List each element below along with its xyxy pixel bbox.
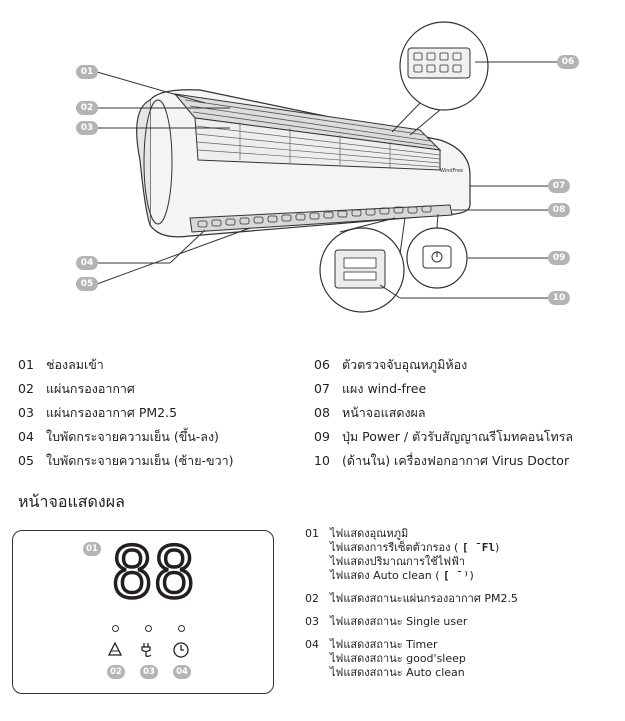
svg-text:WindFree: WindFree: [440, 168, 464, 174]
part-item: 04 ใบพัดกระจายความเย็น (ขึ้น-ลง): [18, 429, 219, 444]
indicator-dot: [145, 625, 152, 632]
seven-segment-digits: [111, 539, 211, 603]
callout-10: 10: [548, 291, 570, 305]
indicator-dot: [112, 625, 119, 632]
part-item: 10 (ด้านใน) เครื่องฟอกอากาศ Virus Doctor: [314, 453, 570, 468]
svg-text:88: 88: [111, 539, 196, 603]
legend-item: 04 ไฟแสดงสถานะ Timer ไฟแสดงสถานะ good'sleep ไฟแสดงสถานะ Auto clean: [305, 638, 466, 679]
callout-02: 02: [76, 101, 98, 115]
callout-07: 07: [548, 179, 570, 193]
single-user-icon: [139, 641, 157, 659]
legend-item: 02 ไฟแสดงสถานะแผ่นกรองอากาศ PM2.5: [305, 592, 518, 605]
callout-08: 08: [548, 203, 570, 217]
part-item: 02 แผ่นกรองอากาศ: [18, 381, 135, 396]
display-badge-04: 04: [173, 665, 191, 679]
legend-item: 01 ไฟแสดงอุณหภูมิ ไฟแสดงการรีเซ็ตตัวกรอง ( [ ̄ Fl) ไฟแสดงปริมาณการใช้ไฟฟ้า ไฟแสดง Auto clean ( [ ̄ ⁾): [305, 527, 500, 582]
display-badge-03: 03: [140, 665, 158, 679]
part-item: 08 หน้าจอแสดงผล: [314, 405, 426, 420]
callout-03: 03: [76, 121, 98, 135]
timer-icon: [172, 641, 190, 659]
callout-09: 09: [548, 251, 570, 265]
part-item: 01 ช่องลมเข้า: [18, 357, 104, 372]
part-item: 09 ปุ่ม Power / ตัวรับสัญญาณรีโมทคอนโทรล: [314, 429, 574, 444]
part-item: 05 ใบพัดกระจายความเย็น (ซ้าย-ขวา): [18, 453, 234, 468]
legend-item: 03 ไฟแสดงสถานะ Single user: [305, 615, 468, 628]
callout-01: 01: [76, 65, 98, 79]
part-item: 06 ตัวตรวจจับอุณหภูมิห้อง: [314, 357, 468, 372]
display-panel: [12, 530, 274, 694]
display-legend: [305, 527, 518, 680]
pm-filter-icon: [106, 641, 124, 659]
part-item: 07 แผง wind-free: [314, 381, 427, 396]
callout-04: 04: [76, 256, 98, 270]
display-section-title: หน้าจอแสดงผล: [18, 492, 125, 511]
part-item: 03 แผ่นกรองอากาศ PM2.5: [18, 405, 178, 420]
callout-05: 05: [76, 277, 98, 291]
display-badge-02: 02: [107, 665, 125, 679]
air-conditioner-diagram: [0, 0, 625, 330]
indicator-dot: [178, 625, 185, 632]
callout-06: 06: [557, 55, 579, 69]
display-badge-01: 01: [83, 542, 101, 556]
